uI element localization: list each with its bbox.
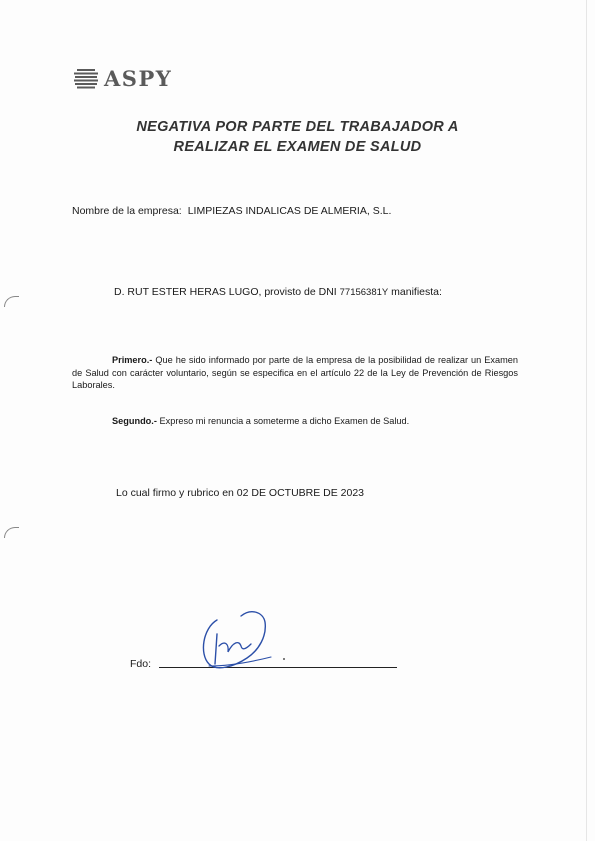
company-logo: [74, 66, 172, 91]
punch-hole-mark: [4, 527, 19, 538]
logo-text: ASPY: [104, 66, 173, 91]
handwritten-signature-icon: [195, 610, 275, 674]
clause-text: Que he sido informado por parte de la empresa de la posibilidad de realizar un Examen de Salud con carácter voluntario, según se especifica en el artículo 22 de la Ley de Prevención de Riesgos Laborales.: [72, 355, 518, 390]
title-line-2: REALIZAR EL EXAMEN DE SALUD: [173, 139, 422, 155]
title-line-1: NEGATIVA POR PARTE DEL TRABAJADOR A: [136, 119, 459, 135]
document-title: [0, 117, 595, 157]
punch-hole-mark: [4, 296, 19, 307]
company-label: Nombre de la empresa:: [72, 205, 182, 217]
company-row: [72, 205, 391, 217]
company-name: LIMPIEZAS INDALICAS DE ALMERIA, S.L.: [187, 205, 392, 217]
clause-segundo: [72, 415, 518, 428]
signoff-text: Lo cual firmo y rubrico en 02 DE OCTUBRE DE 2023: [116, 487, 365, 499]
dni-label: provisto de DNI: [264, 286, 337, 298]
clause-primero: [72, 354, 518, 392]
clause-heading: Primero.-: [112, 355, 153, 365]
declarant-name: D. RUT ESTER HERAS LUGO,: [114, 286, 262, 298]
declarant-statement: [114, 286, 442, 298]
ink-dot: [283, 658, 285, 660]
declarant-verb: manifiesta:: [391, 286, 442, 298]
dni-number: 77156381Y: [339, 287, 389, 298]
signature-label: Fdo:: [130, 658, 152, 670]
clause-text: Expreso mi renuncia a someterme a dicho Examen de Salud.: [159, 416, 410, 426]
striped-square-logo-icon: [74, 69, 98, 89]
clause-heading: Segundo.-: [112, 416, 157, 426]
